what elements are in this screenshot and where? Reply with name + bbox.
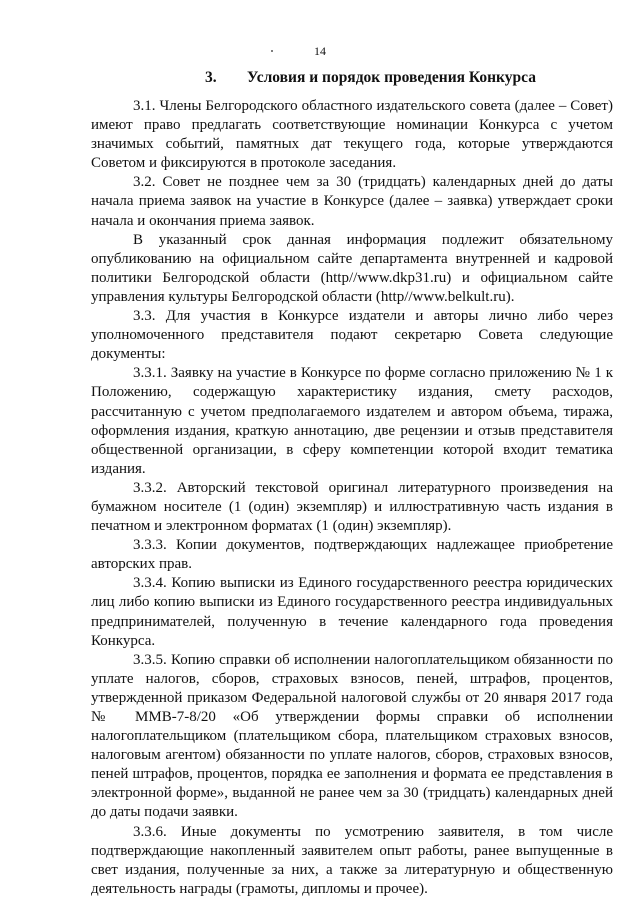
paragraph-3-3-5: 3.3.5. Копию справки об исполнении налогоплательщиком обязанности по уплате налогов, сборов, страховых взносов, пеней, штрафов, процентов, утвержденной приказом Федеральной налоговой службы от 20 января 2017 года № ММВ-7-8/20 «Об утверждении формы справки об исполнении налогоплательщиком (плательщиком сбора, плательщиком страховых взносов, налоговым агентом) обязанности по уплате налогов, сборов, страховых взносов, пеней штрафов, процентов, порядка ее заполнения и формата ее представления в электронной форме», выданной не ранее чем за 30 (тридцать) календарных дней до даты подачи заявки. xyxy=(91,651,613,821)
paragraph-3-3-1: 3.3.1. Заявку на участие в Конкурсе по форме согласно приложению № 1 к Положению, содержащую характеристику издания, смету расходов, рассчитанную с учетом предполагаемого издателем и автором объема, тиража, оформления издания, краткую аннотацию, две рецензии и отзыв представителя общественной организации, в сферу компетенции которой входит тематика издания. xyxy=(91,365,613,477)
section-number: 3. xyxy=(205,69,217,86)
scan-dot-mark xyxy=(271,50,273,52)
paragraph-3-3: 3.3. Для участия в Конкурсе издатели и авторы лично либо через уполномоченного представителя подают секретарю Совета следующие документы: xyxy=(91,308,613,363)
section-heading xyxy=(205,69,536,87)
paragraph-3-3-4: 3.3.4. Копию выписки из Единого государственного реестра юридических лиц либо копию выписки из Единого государственного реестра индивидуальных предпринимателей, полученную в течение календарного года проведения Конкурса. xyxy=(91,575,613,649)
paragraph-3-3-3: 3.3.3. Копии документов, подтверждающих надлежащее приобретение авторских прав. xyxy=(91,537,613,573)
paragraph-3-3-2: 3.3.2. Авторский текстовой оригинал литературного произведения на бумажном носителе (1 (один) экземпляр) и иллюстративную часть издания в печатном и электронном форматах (1 (один) экземпляр). xyxy=(91,479,613,535)
paragraph-3-1: 3.1. Члены Белгородского областного издательского совета (далее – Совет) имеют право предлагать соответствующие номинации Конкурса с учетом значимых событий, памятных дат текущего года, которые утверждаются Советом и фиксируются в протоколе заседания. xyxy=(91,98,613,172)
paragraph-3-2: 3.2. Совет не позднее чем за 30 (тридцать) календарных дней до даты начала приема заявок на участие в Конкурсе (далее – заявка) утверждает сроки начала и окончания приема заявок. xyxy=(91,174,613,229)
page-number: 14 xyxy=(314,44,326,58)
section-body xyxy=(91,97,613,899)
paragraph-3-3-6: 3.3.6. Иные документы по усмотрению заявителя, в том числе подтверждающие накопленный заявителем опыт работы, ранее выпущенные в свет издания, полученные за них, а также за литературную и общественную деятельность награды (грамоты, дипломы и прочее). xyxy=(91,823,613,897)
paragraph-publication: В указанный срок данная информация подлежит обязательному опубликованию на официальном сайте департамента внутренней и кадровой политики Белгородской области (http//www.dkp31.ru) и официальном сайте управления культуры Белгородской области (http//www.belkult.ru). xyxy=(91,231,613,305)
section-title: Условия и порядок проведения Конкурса xyxy=(247,69,536,86)
